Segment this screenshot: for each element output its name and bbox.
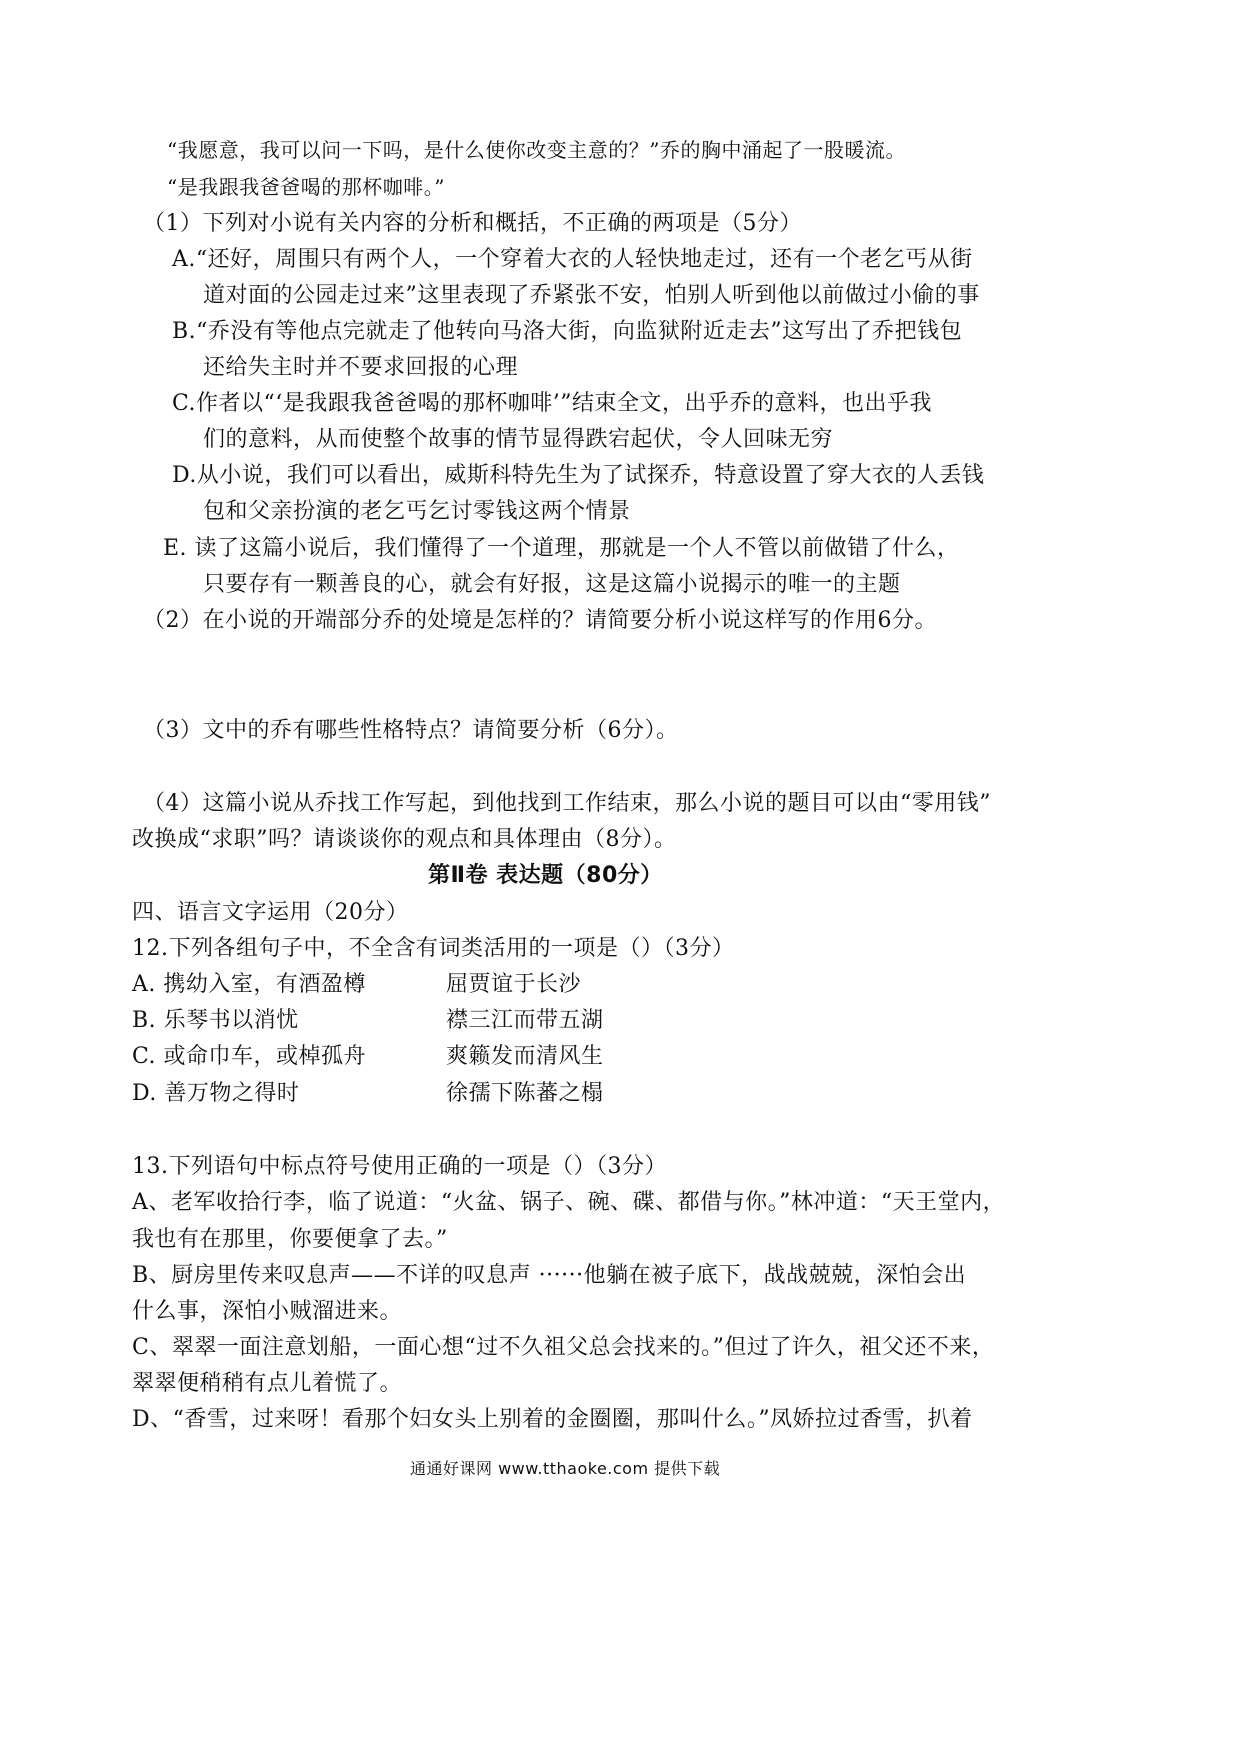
- dialogue-line: “我愿意，我可以问一下吗，是什么使你改变主意的？”乔的胸中涌起了一股暖流。: [167, 138, 906, 162]
- q13-option-a: A、老军收拾行李，临了说道：“火盆、锅子、碗、碟、都借与你。”林冲道：“天王堂内，: [132, 1190, 1006, 1215]
- q1-option-c-cont: 们的意料，从而使整个故事的情节显得跌宕起伏，令人回味无穷: [203, 427, 834, 452]
- q13-option-d: D、“香雪，过来呀！看那个妇女头上别着的金圈圈，那叫什么。”凤娇拉过香雪，扒着: [132, 1407, 973, 1432]
- q13-option-c-cont: 翠翠便稍稍有点儿着慌了。: [132, 1371, 403, 1396]
- q1-option-a-cont: 道对面的公园走过来”这里表现了乔紧张不安，怕别人听到他以前做过小偷的事: [203, 283, 980, 308]
- q1-option-c: C.作者以“‘是我跟我爸爸喝的那杯咖啡’”结束全文，出乎乔的意料，也出乎我: [172, 391, 933, 416]
- q1-option-d-cont: 包和父亲扮演的老乞丐乞讨零钱这两个情景: [203, 499, 631, 524]
- part-title: 第Ⅱ卷 表达题（80分）: [428, 863, 663, 888]
- q12-option-b: B. 乐琴书以消忧: [132, 1008, 299, 1033]
- q1-option-e: E. 读了这篇小说后，我们懂得了一个道理，那就是一个人不管以前做错了什么，: [163, 536, 960, 561]
- question-3: （3）文中的乔有哪些性格特点？请简要分析（6分）。: [143, 718, 679, 743]
- q1-option-b: B.“乔没有等他点完就走了他转向马洛大街，向监狱附近走去”这写出了乔把钱包: [172, 319, 963, 344]
- dialogue-line: “是我跟我爸爸喝的那杯咖啡。”: [167, 175, 445, 199]
- question-4: （4）这篇小说从乔找工作写起，到他找到工作结束，那么小说的题目可以由“零用钱”: [143, 791, 991, 816]
- q1-option-d: D.从小说，我们可以看出，威斯科特先生为了试探乔，特意设置了穿大衣的人丢钱: [172, 463, 985, 488]
- q12-option-b-right: 襟三江而带五湖: [446, 1008, 604, 1033]
- q1-option-b-cont: 还给失主时并不要求回报的心理: [203, 355, 519, 380]
- q13-option-b-cont: 什么事，深怕小贼溜进来。: [132, 1299, 403, 1324]
- section-heading: 四、语言文字运用（20分）: [132, 900, 409, 925]
- q13-option-b: B、厨房里传来叹息声——不详的叹息声 ······他躺在被子底下，战战兢兢，深怕会出: [132, 1263, 967, 1288]
- q12-option-d: D. 善万物之得时: [132, 1081, 300, 1106]
- q1-option-e-cont: 只要存有一颗善良的心，就会有好报，这是这篇小说揭示的唯一的主题: [203, 572, 901, 597]
- question-13-stem: 13.下列语句中标点符号使用正确的一项是（）（3分）: [132, 1154, 667, 1179]
- q12-option-c: C. 或命巾车，或棹孤舟: [132, 1044, 367, 1069]
- q13-option-a-cont: 我也有在那里，你要便拿了去。”: [132, 1227, 448, 1252]
- q12-option-d-right: 徐孺下陈蕃之榻: [446, 1081, 604, 1106]
- q12-option-a-right: 屈贾谊于长沙: [446, 972, 582, 997]
- question-1-stem: （1）下列对小说有关内容的分析和概括，不正确的两项是（5分）: [143, 211, 802, 236]
- question-12-stem: 12.下列各组句子中，不全含有词类活用的一项是（）（3分）: [132, 936, 735, 961]
- q12-option-a: A. 携幼入室，有酒盈樽: [132, 972, 366, 997]
- q13-option-c: C、翠翠一面注意划船，一面心想“过不久祖父总会找来的。”但过了许久，祖父还不来，: [132, 1335, 995, 1360]
- page-footer: 通通好课网 www.tthaoke.com 提供下载: [410, 1459, 721, 1478]
- question-4-cont: 改换成“求职”吗？请谈谈你的观点和具体理由（8分）。: [132, 827, 677, 852]
- q1-option-a: A.“还好，周围只有两个人，一个穿着大衣的人轻快地走过，还有一个老乞丐从街: [172, 247, 973, 272]
- q12-option-c-right: 爽籁发而清风生: [446, 1044, 604, 1069]
- question-2: （2）在小说的开端部分乔的处境是怎样的？请简要分析小说这样写的作用6分。: [143, 608, 937, 633]
